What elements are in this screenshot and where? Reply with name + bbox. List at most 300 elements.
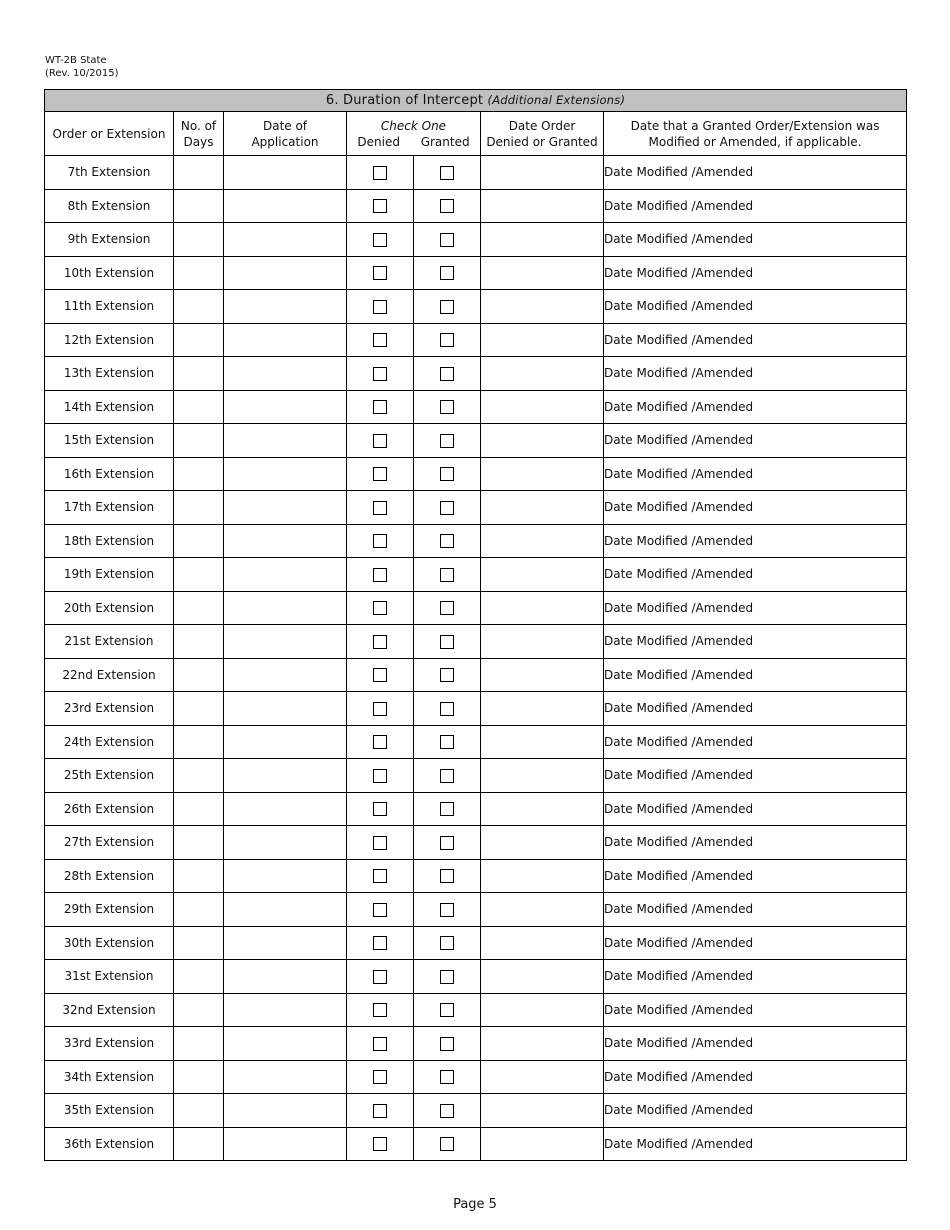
extension-label: 22nd Extension <box>45 658 174 692</box>
header-date-application <box>224 112 347 156</box>
denied-cell <box>347 558 414 592</box>
date-of-application-cell[interactable] <box>224 960 347 994</box>
denied-checkbox[interactable] <box>373 936 387 950</box>
days-cell[interactable] <box>174 1094 224 1128</box>
table-row <box>45 692 907 726</box>
extension-label: 9th Extension <box>45 223 174 257</box>
extension-label: 15th Extension <box>45 424 174 458</box>
date-order-cell[interactable] <box>481 725 604 759</box>
denied-checkbox[interactable] <box>373 501 387 515</box>
section-title <box>45 90 907 112</box>
days-cell[interactable] <box>174 960 224 994</box>
granted-cell <box>414 725 481 759</box>
table-row <box>45 558 907 592</box>
denied-checkbox[interactable] <box>373 970 387 984</box>
header-denied: Denied <box>357 134 400 149</box>
date-order-cell[interactable] <box>481 826 604 860</box>
denied-cell <box>347 1127 414 1161</box>
date-modified-cell[interactable]: Date Modified /Amended <box>604 625 907 659</box>
date-order-cell[interactable] <box>481 1060 604 1094</box>
days-cell[interactable] <box>174 424 224 458</box>
granted-cell <box>414 1127 481 1161</box>
date-modified-cell[interactable]: Date Modified /Amended <box>604 323 907 357</box>
denied-checkbox[interactable] <box>373 1037 387 1051</box>
days-cell[interactable] <box>174 558 224 592</box>
date-modified-cell[interactable]: Date Modified /Amended <box>604 189 907 223</box>
extension-label: 12th Extension <box>45 323 174 357</box>
date-modified-cell[interactable]: Date Modified /Amended <box>604 457 907 491</box>
days-cell[interactable] <box>174 189 224 223</box>
denied-cell <box>347 826 414 860</box>
date-modified-cell[interactable]: Date Modified /Amended <box>604 692 907 726</box>
denied-cell <box>347 323 414 357</box>
days-cell[interactable] <box>174 826 224 860</box>
date-of-application-cell[interactable] <box>224 457 347 491</box>
denied-checkbox[interactable] <box>373 1137 387 1151</box>
table-row <box>45 792 907 826</box>
extension-label: 13th Extension <box>45 357 174 391</box>
days-cell[interactable] <box>174 625 224 659</box>
granted-cell <box>414 759 481 793</box>
granted-cell <box>414 390 481 424</box>
date-of-application-cell[interactable] <box>224 826 347 860</box>
granted-checkbox[interactable] <box>440 501 454 515</box>
denied-checkbox[interactable] <box>373 233 387 247</box>
days-cell[interactable] <box>174 256 224 290</box>
denied-cell <box>347 223 414 257</box>
denied-checkbox[interactable] <box>373 735 387 749</box>
extension-label: 29th Extension <box>45 893 174 927</box>
header-modified-line1: Date that a Granted Order/Extension was <box>630 118 880 133</box>
table-row <box>45 625 907 659</box>
denied-cell <box>347 189 414 223</box>
date-of-application-cell[interactable] <box>224 1094 347 1128</box>
date-modified-cell[interactable]: Date Modified /Amended <box>604 1027 907 1061</box>
date-order-cell[interactable] <box>481 156 604 190</box>
days-cell[interactable] <box>174 524 224 558</box>
date-modified-cell[interactable]: Date Modified /Amended <box>604 960 907 994</box>
denied-checkbox[interactable] <box>373 903 387 917</box>
days-cell[interactable] <box>174 859 224 893</box>
days-cell[interactable] <box>174 759 224 793</box>
date-modified-cell[interactable]: Date Modified /Amended <box>604 859 907 893</box>
denied-checkbox[interactable] <box>373 534 387 548</box>
days-cell[interactable] <box>174 792 224 826</box>
extension-label: 21st Extension <box>45 625 174 659</box>
denied-checkbox[interactable] <box>373 400 387 414</box>
days-cell[interactable] <box>174 357 224 391</box>
header-days <box>174 112 224 156</box>
denied-checkbox[interactable] <box>373 836 387 850</box>
granted-cell <box>414 424 481 458</box>
date-order-cell[interactable] <box>481 893 604 927</box>
extension-label: 19th Extension <box>45 558 174 592</box>
denied-checkbox[interactable] <box>373 1003 387 1017</box>
date-modified-cell[interactable]: Date Modified /Amended <box>604 658 907 692</box>
table-row <box>45 189 907 223</box>
date-modified-cell[interactable]: Date Modified /Amended <box>604 524 907 558</box>
date-modified-cell[interactable]: Date Modified /Amended <box>604 826 907 860</box>
granted-checkbox[interactable] <box>440 936 454 950</box>
date-modified-cell[interactable]: Date Modified /Amended <box>604 223 907 257</box>
denied-checkbox[interactable] <box>373 333 387 347</box>
granted-cell <box>414 926 481 960</box>
date-order-cell[interactable] <box>481 692 604 726</box>
denied-checkbox[interactable] <box>373 568 387 582</box>
date-order-cell[interactable] <box>481 290 604 324</box>
date-order-cell[interactable] <box>481 926 604 960</box>
section-title-row <box>45 90 907 112</box>
date-of-application-cell[interactable] <box>224 558 347 592</box>
denied-checkbox[interactable] <box>373 802 387 816</box>
table-row <box>45 323 907 357</box>
denied-checkbox[interactable] <box>373 300 387 314</box>
date-of-application-cell[interactable] <box>224 189 347 223</box>
date-order-cell[interactable] <box>481 491 604 525</box>
denied-checkbox[interactable] <box>373 769 387 783</box>
granted-checkbox[interactable] <box>440 199 454 213</box>
table-row <box>45 290 907 324</box>
granted-cell <box>414 893 481 927</box>
extension-label: 26th Extension <box>45 792 174 826</box>
denied-checkbox[interactable] <box>373 434 387 448</box>
granted-cell <box>414 290 481 324</box>
date-modified-cell[interactable]: Date Modified /Amended <box>604 792 907 826</box>
date-order-cell[interactable] <box>481 424 604 458</box>
granted-checkbox[interactable] <box>440 735 454 749</box>
date-of-application-cell[interactable] <box>224 792 347 826</box>
days-cell[interactable] <box>174 1060 224 1094</box>
header-check-one <box>347 112 481 156</box>
date-of-application-cell[interactable] <box>224 491 347 525</box>
date-modified-cell[interactable]: Date Modified /Amended <box>604 725 907 759</box>
date-order-cell[interactable] <box>481 524 604 558</box>
table-row <box>45 926 907 960</box>
date-order-cell[interactable] <box>481 1127 604 1161</box>
granted-checkbox[interactable] <box>440 1137 454 1151</box>
date-of-application-cell[interactable] <box>224 926 347 960</box>
page-number: Page 5 <box>453 1197 497 1212</box>
extension-label: 34th Extension <box>45 1060 174 1094</box>
denied-cell <box>347 792 414 826</box>
extension-label: 20th Extension <box>45 591 174 625</box>
granted-cell <box>414 658 481 692</box>
days-cell[interactable] <box>174 290 224 324</box>
denied-checkbox[interactable] <box>373 869 387 883</box>
granted-checkbox[interactable] <box>440 534 454 548</box>
granted-checkbox[interactable] <box>440 836 454 850</box>
date-modified-cell[interactable]: Date Modified /Amended <box>604 390 907 424</box>
denied-cell <box>347 457 414 491</box>
table-row <box>45 826 907 860</box>
granted-cell <box>414 591 481 625</box>
denied-checkbox[interactable] <box>373 266 387 280</box>
date-of-application-cell[interactable] <box>224 591 347 625</box>
date-modified-cell[interactable]: Date Modified /Amended <box>604 357 907 391</box>
denied-cell <box>347 524 414 558</box>
granted-checkbox[interactable] <box>440 333 454 347</box>
granted-cell <box>414 826 481 860</box>
granted-cell <box>414 792 481 826</box>
header-order <box>45 112 174 156</box>
extension-label: 32nd Extension <box>45 993 174 1027</box>
denied-cell <box>347 1094 414 1128</box>
date-order-cell[interactable] <box>481 993 604 1027</box>
granted-cell <box>414 1094 481 1128</box>
extension-label: 28th Extension <box>45 859 174 893</box>
date-modified-cell[interactable]: Date Modified /Amended <box>604 591 907 625</box>
days-cell[interactable] <box>174 591 224 625</box>
date-modified-cell[interactable]: Date Modified /Amended <box>604 1094 907 1128</box>
form-id: WT-2B State <box>45 55 107 66</box>
date-of-application-cell[interactable] <box>224 993 347 1027</box>
extension-label: 31st Extension <box>45 960 174 994</box>
date-order-cell[interactable] <box>481 457 604 491</box>
denied-checkbox[interactable] <box>373 166 387 180</box>
date-order-cell[interactable] <box>481 1094 604 1128</box>
days-cell[interactable] <box>174 491 224 525</box>
header-date-app-line1: Date of <box>262 118 308 133</box>
table-row <box>45 424 907 458</box>
date-of-application-cell[interactable] <box>224 524 347 558</box>
table-row <box>45 960 907 994</box>
days-cell[interactable] <box>174 692 224 726</box>
date-order-cell[interactable] <box>481 792 604 826</box>
extension-label: 30th Extension <box>45 926 174 960</box>
denied-cell <box>347 658 414 692</box>
denied-cell <box>347 357 414 391</box>
denied-cell <box>347 993 414 1027</box>
days-cell[interactable] <box>174 1127 224 1161</box>
date-order-cell[interactable] <box>481 357 604 391</box>
date-modified-cell[interactable]: Date Modified /Amended <box>604 1060 907 1094</box>
denied-cell <box>347 290 414 324</box>
granted-cell <box>414 156 481 190</box>
date-of-application-cell[interactable] <box>224 1060 347 1094</box>
table-row <box>45 156 907 190</box>
date-order-cell[interactable] <box>481 658 604 692</box>
denied-checkbox[interactable] <box>373 1070 387 1084</box>
date-modified-cell[interactable]: Date Modified /Amended <box>604 993 907 1027</box>
days-cell[interactable] <box>174 658 224 692</box>
date-order-cell[interactable] <box>481 960 604 994</box>
granted-checkbox[interactable] <box>440 601 454 615</box>
date-order-cell[interactable] <box>481 223 604 257</box>
denied-cell <box>347 692 414 726</box>
table-row <box>45 725 907 759</box>
date-of-application-cell[interactable] <box>224 357 347 391</box>
extension-label: 14th Extension <box>45 390 174 424</box>
granted-checkbox[interactable] <box>440 702 454 716</box>
section-title-text: 6. Duration of Intercept <box>325 93 484 108</box>
extension-label: 17th Extension <box>45 491 174 525</box>
date-of-application-cell[interactable] <box>224 725 347 759</box>
date-modified-cell[interactable]: Date Modified /Amended <box>604 1127 907 1161</box>
days-cell[interactable] <box>174 893 224 927</box>
denied-cell <box>347 893 414 927</box>
granted-checkbox[interactable] <box>440 1070 454 1084</box>
date-of-application-cell[interactable] <box>224 290 347 324</box>
granted-checkbox[interactable] <box>440 1037 454 1051</box>
denied-cell <box>347 390 414 424</box>
extension-label: 23rd Extension <box>45 692 174 726</box>
extension-label: 7th Extension <box>45 156 174 190</box>
date-order-cell[interactable] <box>481 759 604 793</box>
table-row <box>45 390 907 424</box>
date-of-application-cell[interactable] <box>224 658 347 692</box>
extension-label: 33rd Extension <box>45 1027 174 1061</box>
days-cell[interactable] <box>174 993 224 1027</box>
granted-cell <box>414 457 481 491</box>
days-cell[interactable] <box>174 1027 224 1061</box>
days-cell[interactable] <box>174 926 224 960</box>
date-order-cell[interactable] <box>481 390 604 424</box>
granted-checkbox[interactable] <box>440 266 454 280</box>
extension-label: 25th Extension <box>45 759 174 793</box>
date-of-application-cell[interactable] <box>224 1027 347 1061</box>
table-row <box>45 491 907 525</box>
days-cell[interactable] <box>174 725 224 759</box>
denied-checkbox[interactable] <box>373 668 387 682</box>
denied-cell <box>347 926 414 960</box>
date-modified-cell[interactable]: Date Modified /Amended <box>604 424 907 458</box>
table-row <box>45 256 907 290</box>
table-row <box>45 591 907 625</box>
days-cell[interactable] <box>174 457 224 491</box>
denied-checkbox[interactable] <box>373 367 387 381</box>
date-modified-cell[interactable]: Date Modified /Amended <box>604 759 907 793</box>
granted-cell <box>414 960 481 994</box>
date-of-application-cell[interactable] <box>224 256 347 290</box>
date-modified-cell[interactable]: Date Modified /Amended <box>604 491 907 525</box>
granted-checkbox[interactable] <box>440 367 454 381</box>
extension-label: 36th Extension <box>45 1127 174 1161</box>
granted-checkbox[interactable] <box>440 166 454 180</box>
extension-label: 10th Extension <box>45 256 174 290</box>
granted-checkbox[interactable] <box>440 668 454 682</box>
denied-checkbox[interactable] <box>373 635 387 649</box>
granted-cell <box>414 1027 481 1061</box>
granted-cell <box>414 357 481 391</box>
granted-cell <box>414 524 481 558</box>
granted-cell <box>414 323 481 357</box>
date-of-application-cell[interactable] <box>224 893 347 927</box>
date-of-application-cell[interactable] <box>224 223 347 257</box>
date-modified-cell[interactable]: Date Modified /Amended <box>604 893 907 927</box>
granted-checkbox[interactable] <box>440 568 454 582</box>
date-order-cell[interactable] <box>481 1027 604 1061</box>
denied-cell <box>347 1027 414 1061</box>
date-modified-cell[interactable]: Date Modified /Amended <box>604 558 907 592</box>
granted-checkbox[interactable] <box>440 467 454 481</box>
denied-cell <box>347 1060 414 1094</box>
granted-checkbox[interactable] <box>440 869 454 883</box>
date-order-cell[interactable] <box>481 189 604 223</box>
granted-checkbox[interactable] <box>440 1104 454 1118</box>
granted-cell <box>414 256 481 290</box>
date-order-cell[interactable] <box>481 625 604 659</box>
date-modified-cell[interactable]: Date Modified /Amended <box>604 290 907 324</box>
granted-checkbox[interactable] <box>440 434 454 448</box>
granted-checkbox[interactable] <box>440 300 454 314</box>
denied-cell <box>347 491 414 525</box>
days-cell[interactable] <box>174 323 224 357</box>
denied-checkbox[interactable] <box>373 702 387 716</box>
denied-checkbox[interactable] <box>373 199 387 213</box>
denied-checkbox[interactable] <box>373 467 387 481</box>
date-of-application-cell[interactable] <box>224 390 347 424</box>
date-of-application-cell[interactable] <box>224 859 347 893</box>
date-order-cell[interactable] <box>481 591 604 625</box>
header-days-line1: No. of <box>180 118 217 133</box>
table-row <box>45 357 907 391</box>
granted-checkbox[interactable] <box>440 903 454 917</box>
date-of-application-cell[interactable] <box>224 759 347 793</box>
date-order-cell[interactable] <box>481 859 604 893</box>
days-cell[interactable] <box>174 223 224 257</box>
denied-cell <box>347 424 414 458</box>
granted-checkbox[interactable] <box>440 635 454 649</box>
extension-label: 11th Extension <box>45 290 174 324</box>
granted-checkbox[interactable] <box>440 970 454 984</box>
date-order-cell[interactable] <box>481 323 604 357</box>
days-cell[interactable] <box>174 390 224 424</box>
granted-checkbox[interactable] <box>440 400 454 414</box>
table-row <box>45 759 907 793</box>
extensions-table <box>44 89 907 1161</box>
days-cell[interactable] <box>174 156 224 190</box>
table-row <box>45 1060 907 1094</box>
extension-label: 24th Extension <box>45 725 174 759</box>
granted-checkbox[interactable] <box>440 1003 454 1017</box>
denied-checkbox[interactable] <box>373 1104 387 1118</box>
table-row <box>45 1094 907 1128</box>
header-date-order <box>481 112 604 156</box>
section-subtitle: (Additional Extensions) <box>487 93 626 107</box>
table-row <box>45 524 907 558</box>
granted-cell <box>414 491 481 525</box>
granted-cell <box>414 189 481 223</box>
date-of-application-cell[interactable] <box>224 1127 347 1161</box>
header-date-order-line1: Date Order <box>508 118 576 133</box>
form-identifier <box>45 54 119 80</box>
granted-cell <box>414 223 481 257</box>
extension-label: 27th Extension <box>45 826 174 860</box>
date-modified-cell[interactable]: Date Modified /Amended <box>604 256 907 290</box>
denied-cell <box>347 156 414 190</box>
granted-cell <box>414 993 481 1027</box>
granted-checkbox[interactable] <box>440 769 454 783</box>
granted-checkbox[interactable] <box>440 802 454 816</box>
date-of-application-cell[interactable] <box>224 625 347 659</box>
date-of-application-cell[interactable] <box>224 156 347 190</box>
extension-label: 18th Extension <box>45 524 174 558</box>
table-row <box>45 658 907 692</box>
date-of-application-cell[interactable] <box>224 424 347 458</box>
header-days-line2: Days <box>183 134 214 149</box>
denied-cell <box>347 725 414 759</box>
date-order-cell[interactable] <box>481 256 604 290</box>
date-order-cell[interactable] <box>481 558 604 592</box>
form-revision: (Rev. 10/2015) <box>45 68 119 79</box>
denied-checkbox[interactable] <box>373 601 387 615</box>
date-modified-cell[interactable]: Date Modified /Amended <box>604 926 907 960</box>
date-of-application-cell[interactable] <box>224 692 347 726</box>
date-of-application-cell[interactable] <box>224 323 347 357</box>
date-modified-cell[interactable]: Date Modified /Amended <box>604 156 907 190</box>
granted-checkbox[interactable] <box>440 233 454 247</box>
granted-cell <box>414 859 481 893</box>
